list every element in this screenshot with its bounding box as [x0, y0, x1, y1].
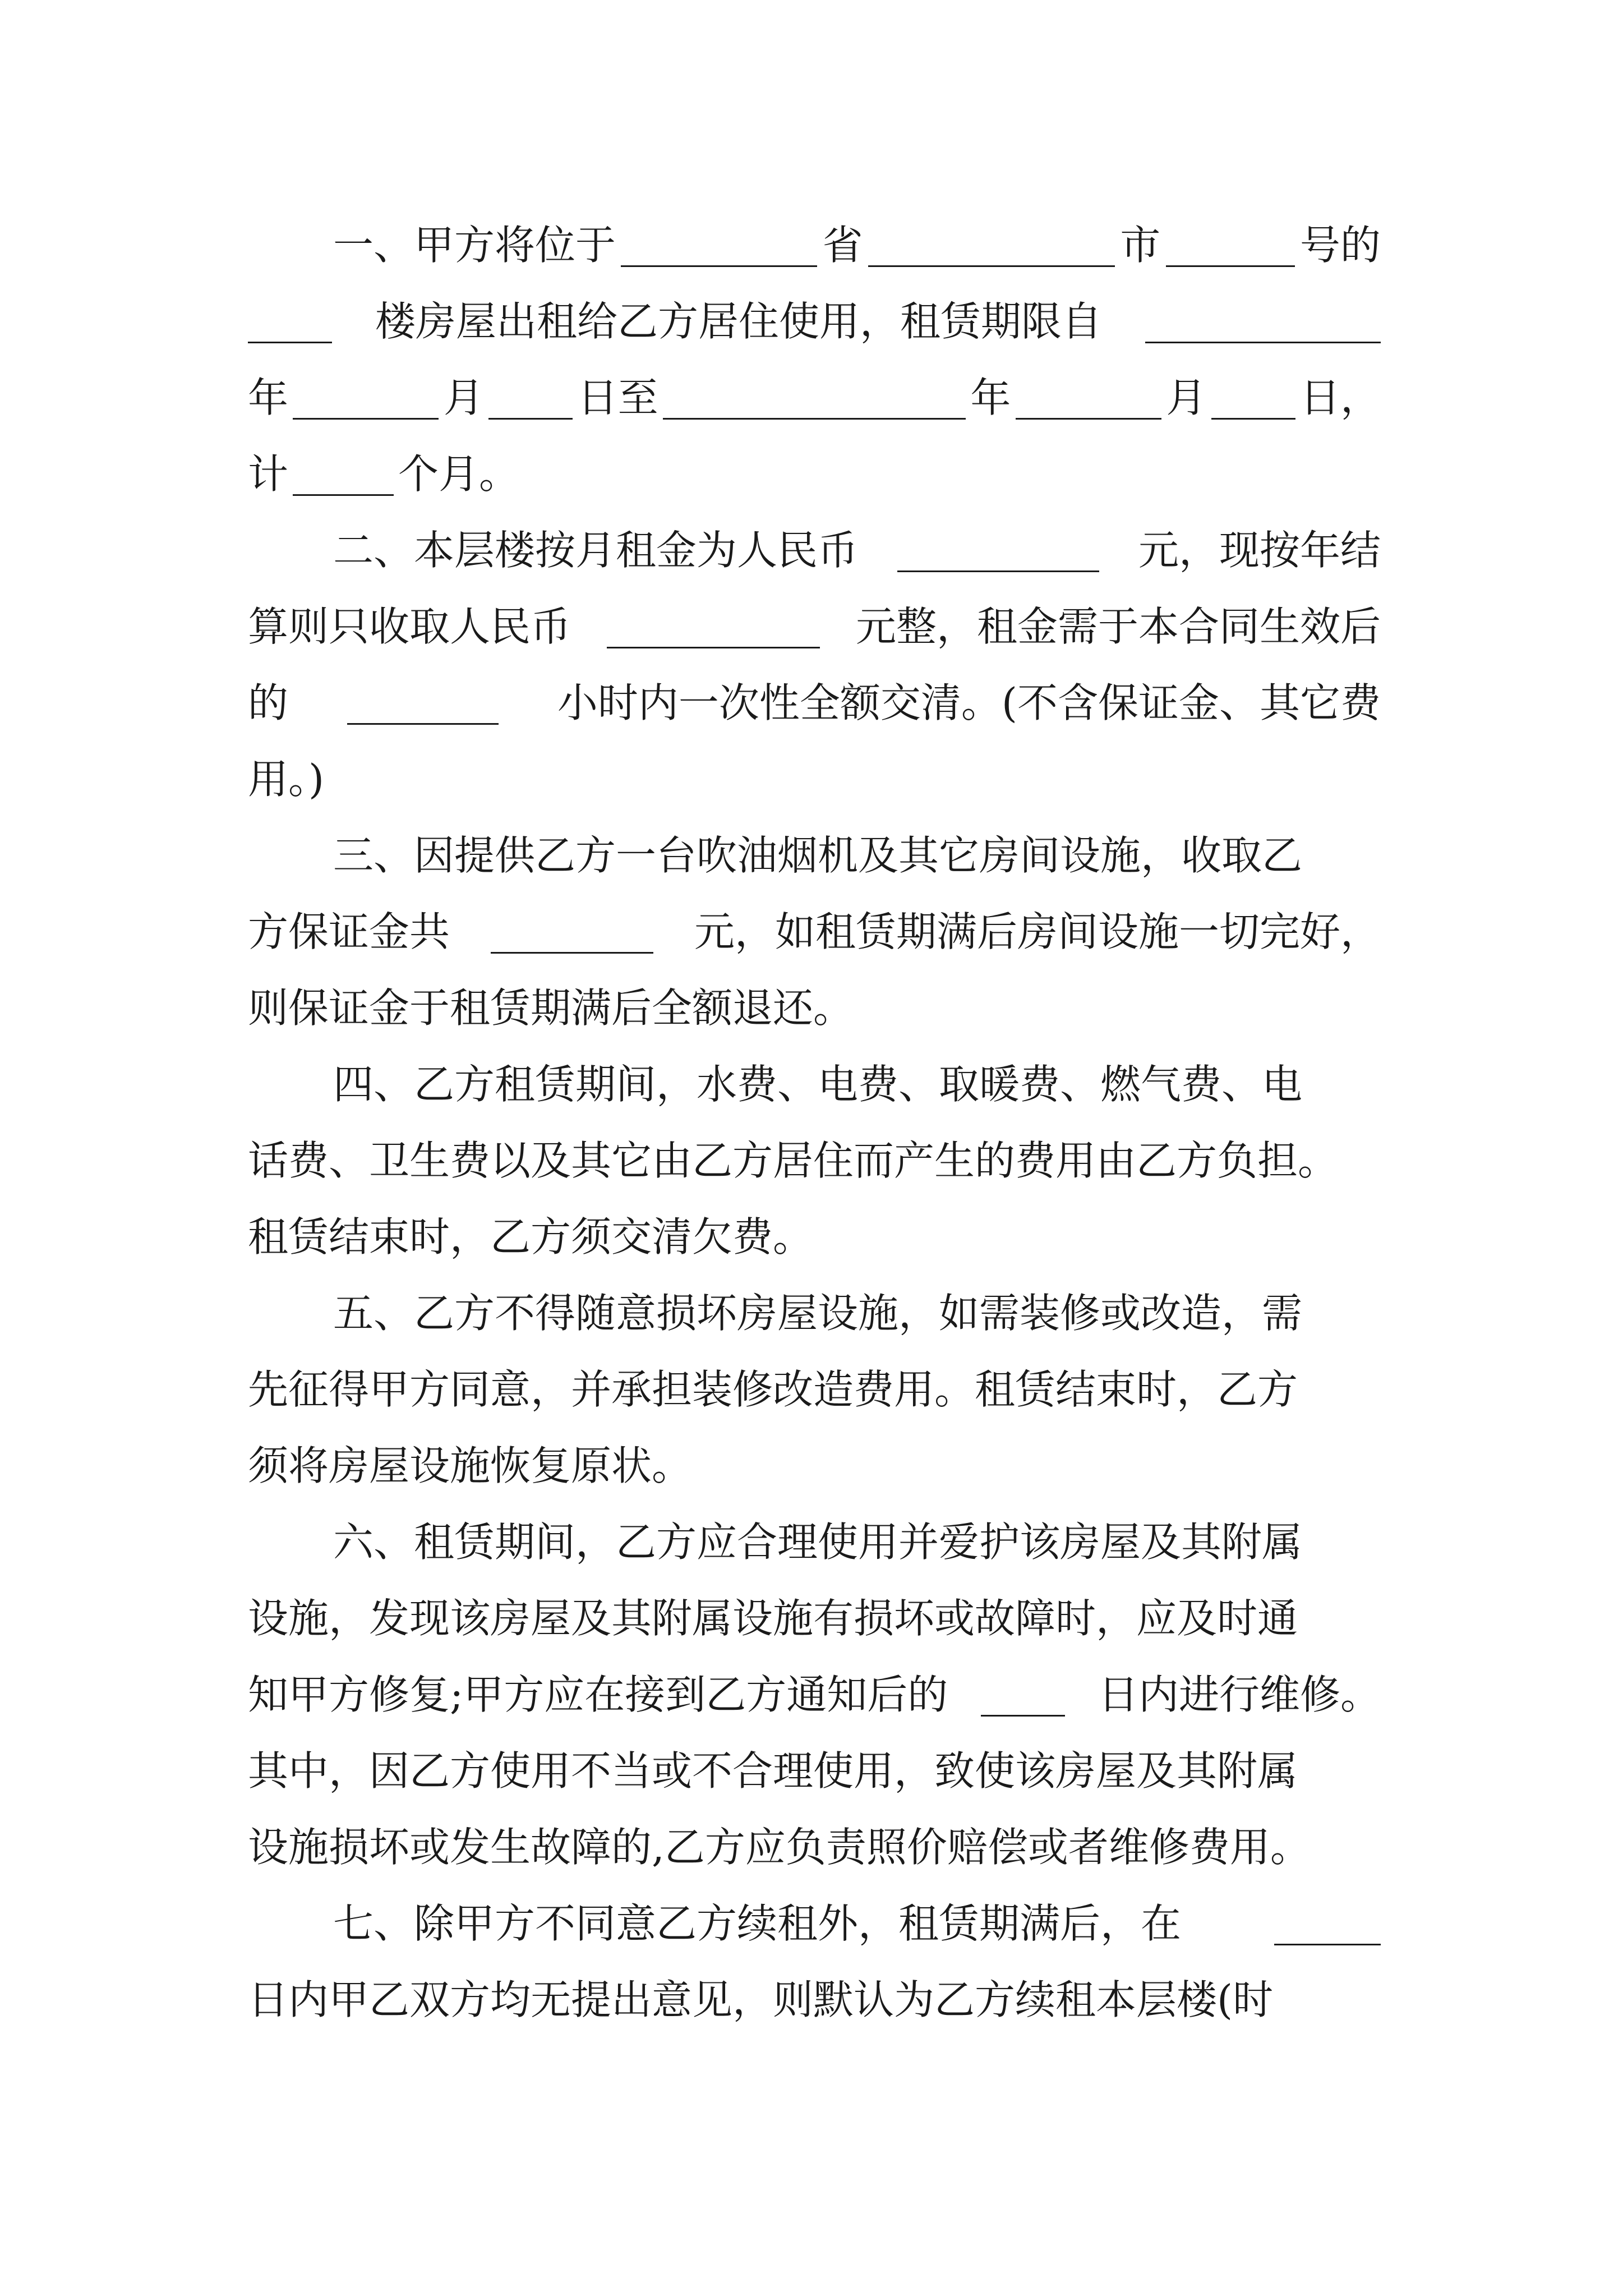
text-segment: 日内进行维修。 [1098, 1671, 1381, 1718]
clause-4-line-1 [333, 1046, 1381, 1122]
text-segment: 计 [248, 450, 289, 498]
text-segment: 先征得甲方同意，并承担装修改造费用。租赁结束时，乙方 [248, 1366, 1298, 1413]
text-segment: 七、除甲方不同意乙方续租外，租赁期满后，在 [333, 1900, 1182, 1947]
blank-province [621, 229, 817, 267]
text-segment: 年 [970, 374, 1011, 421]
text-segment: 设施损坏或发生故障的,乙方应负责照价赔偿或者维修费用。 [248, 1824, 1311, 1871]
clause-6-line-4 [248, 1733, 1381, 1809]
blank-end-day [1211, 382, 1295, 420]
text-segment: 月 [443, 374, 484, 421]
blank-city [868, 229, 1115, 267]
text-segment: 须将房屋设施恢复原状。 [248, 1442, 693, 1489]
blank-months [293, 458, 394, 496]
text-segment: 五、乙方不得随意损坏房屋设施，如需装修或改造，需 [333, 1290, 1303, 1337]
text-segment: 个月。 [398, 450, 520, 498]
blank-end-month [1016, 382, 1161, 420]
text-segment: 设施，发现该房屋及其附属设施有损坏或故障时，应及时通 [248, 1595, 1298, 1642]
clause-3-line-2 [248, 894, 1381, 970]
text-segment: 用。) [248, 756, 325, 803]
text-segment: 月 [1166, 374, 1207, 421]
text-segment: 日， [1299, 374, 1381, 421]
blank-monthly-rent [897, 535, 1099, 572]
text-segment: 日至 [577, 374, 658, 421]
text-segment: 则保证金于租赁期满后全额退还。 [248, 984, 854, 1032]
text-segment: 楼房屋出租给乙方居住使用，租赁期限自 [375, 298, 1102, 345]
text-segment: 知甲方修复;甲方应在接到乙方通知后的 [248, 1671, 948, 1718]
clause-4-line-3 [248, 1199, 1381, 1275]
text-segment: 其中，因乙方使用不当或不合理使用，致使该房屋及其附属 [248, 1747, 1298, 1795]
text-segment: 话费、卫生费以及其它由乙方居住而产生的费用由乙方负担。 [248, 1137, 1339, 1184]
blank-floor [248, 306, 332, 343]
text-segment: 市 [1120, 222, 1161, 269]
clause-2-line-4 [248, 741, 1381, 817]
clause-1-line-4 [248, 436, 1381, 512]
text-segment: 三、因提供乙方一台吹油烟机及其它房间设施，收取乙 [333, 832, 1303, 879]
clause-1-line-2 [248, 283, 1381, 360]
text-segment: 一、甲方将位于 [333, 222, 616, 269]
text-segment: 四、乙方租赁期间，水费、电费、取暖费、燃气费、电 [333, 1061, 1303, 1108]
text-segment: 租赁结束时，乙方须交清欠费。 [248, 1213, 814, 1260]
text-segment: 元，现按年结 [1138, 527, 1381, 574]
clause-2-line-2 [248, 588, 1381, 665]
blank-start-day [488, 382, 573, 420]
text-segment: 元整，租金需于本合同生效后 [855, 603, 1381, 650]
clause-1-line-1 [333, 207, 1381, 283]
clause-6-line-2 [248, 1580, 1381, 1657]
clause-6-line-3 [248, 1657, 1381, 1733]
blank-renewal-days [1274, 1908, 1381, 1945]
blank-start-month [293, 382, 439, 420]
clause-5-line-1 [333, 1275, 1381, 1351]
clause-7-line-2 [248, 1962, 1381, 2038]
text-segment: 号的 [1299, 222, 1381, 269]
clause-5-line-3 [248, 1428, 1381, 1504]
clause-6-line-1 [333, 1504, 1381, 1580]
text-segment: 年 [248, 374, 289, 421]
clause-3-line-1 [333, 817, 1381, 894]
text-segment: 方保证金共 [248, 908, 450, 955]
text-segment: 省 [822, 222, 863, 269]
clause-3-line-3 [248, 970, 1381, 1046]
clause-2-line-1 [333, 512, 1381, 588]
text-segment: 小时内一次性全额交清。(不含保证金、其它费 [557, 679, 1381, 726]
text-segment: 二、本层楼按月租金为人民币 [333, 527, 859, 574]
clause-5-line-2 [248, 1351, 1381, 1428]
clause-4-line-2 [248, 1122, 1381, 1199]
clause-1-line-3 [248, 360, 1381, 436]
text-segment: 算则只收取人民币 [248, 603, 571, 650]
clause-2-line-3 [248, 665, 1381, 741]
clause-7-line-1 [333, 1885, 1381, 1962]
blank-repair-days [981, 1679, 1065, 1717]
text-segment: 日内甲乙双方均无提出意见，则默认为乙方续租本层楼(时 [248, 1976, 1274, 2023]
clause-6-line-5 [248, 1809, 1381, 1885]
blank-annual-rent [607, 611, 820, 648]
blank-number [1166, 229, 1295, 267]
text-segment: 的 [248, 679, 289, 726]
blank-deposit [491, 916, 653, 954]
text-segment: 元，如租赁期满后房间设施一切完好， [694, 908, 1381, 955]
text-segment: 六、租赁期间，乙方应合理使用并爱护该房屋及其附属 [333, 1519, 1303, 1566]
blank-end-year [663, 382, 966, 420]
blank-start-date [1145, 306, 1381, 343]
blank-hours [347, 687, 499, 725]
